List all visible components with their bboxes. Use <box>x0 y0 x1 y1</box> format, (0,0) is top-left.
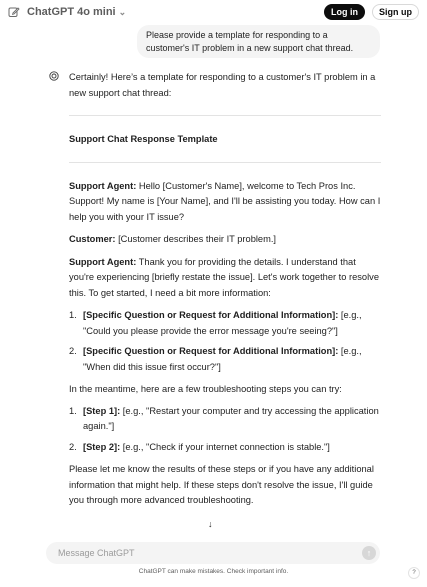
composer <box>46 542 380 564</box>
list-number: 1. <box>69 310 77 320</box>
model-name: ChatGPT 4o mini <box>27 6 116 18</box>
closing-text: Please let me know the results of these steps or if you have any additional information that might help. If these steps don't resolve the issue, I'll guide you through more advanced troubleshooting. <box>69 464 374 505</box>
question-label: [Specific Question or Request for Additional Information]: <box>83 346 339 356</box>
customer-label: Customer: <box>69 234 116 244</box>
step-text: [e.g., "Restart your computer and try accessing the application again."] <box>83 405 379 431</box>
arrow-up-icon[interactable]: ↑ <box>362 546 376 560</box>
customer-line <box>69 232 381 248</box>
troubleshoot-intro: In the meantime, here are a few troubleshooting steps you can try: <box>69 384 342 394</box>
model-selector[interactable] <box>27 6 126 18</box>
help-button[interactable]: ? <box>408 567 420 579</box>
assistant-message <box>69 70 381 509</box>
top-bar <box>0 0 427 24</box>
agent-followup <box>69 255 381 302</box>
edit-icon[interactable] <box>8 6 20 18</box>
login-button[interactable]: Log in <box>324 4 365 20</box>
template-title: Support Chat Response Template <box>69 134 218 144</box>
auth-buttons <box>324 4 419 20</box>
customer-text: [Customer describes their IT problem.] <box>115 234 277 244</box>
agent-greeting-text: Hello [Customer's Name], welcome to Tech Pros Inc. Support! My name is [Your Name], and I'll be assisting you today. How can I help you with your IT issue? <box>69 180 381 222</box>
step-text: [e.g., "Check if your internet connection is stable."] <box>120 441 330 452</box>
list-item <box>69 308 381 339</box>
openai-logo-icon <box>49 71 59 81</box>
agent-label: Support Agent: <box>69 256 137 267</box>
user-message: Please provide a template for responding to a customer's IT problem in a new support chat thread. <box>137 25 380 58</box>
list-number: 2. <box>69 441 77 452</box>
assistant-intro: Certainly! Here’s a template for responding to a customer's IT problem in a new support chat thread: <box>69 72 376 98</box>
question-text: [e.g., "Could you please provide the error message you're seeing?"] <box>83 310 362 336</box>
list-number: 2. <box>69 346 77 356</box>
question-text: [e.g., "When did this issue first occur?"] <box>83 346 362 372</box>
signup-button[interactable]: Sign up <box>372 4 419 20</box>
disclaimer: ChatGPT can make mistakes. Check important info. <box>138 568 289 575</box>
step-label: [Step 1]: <box>83 405 121 416</box>
question-list <box>69 308 381 375</box>
agent-label: Support Agent: <box>69 180 137 191</box>
steps-list <box>69 404 381 456</box>
step-label: [Step 2]: <box>83 441 121 452</box>
agent-followup-text: Thank you for providing the details. I understand that you're experiencing [briefly restate the issue]. Let's work together to resolve this. To get started, I need a bit more information: <box>69 256 379 298</box>
list-item <box>69 440 381 456</box>
question-label: [Specific Question or Request for Additional Information]: <box>83 310 339 320</box>
agent-greeting <box>69 179 381 226</box>
list-item <box>69 344 381 375</box>
arrow-down-icon[interactable]: ↓ <box>208 519 213 529</box>
chevron-down-icon: ⌄ <box>118 6 127 17</box>
list-item <box>69 404 381 435</box>
list-number: 1. <box>69 405 77 416</box>
message-input[interactable] <box>56 547 362 559</box>
